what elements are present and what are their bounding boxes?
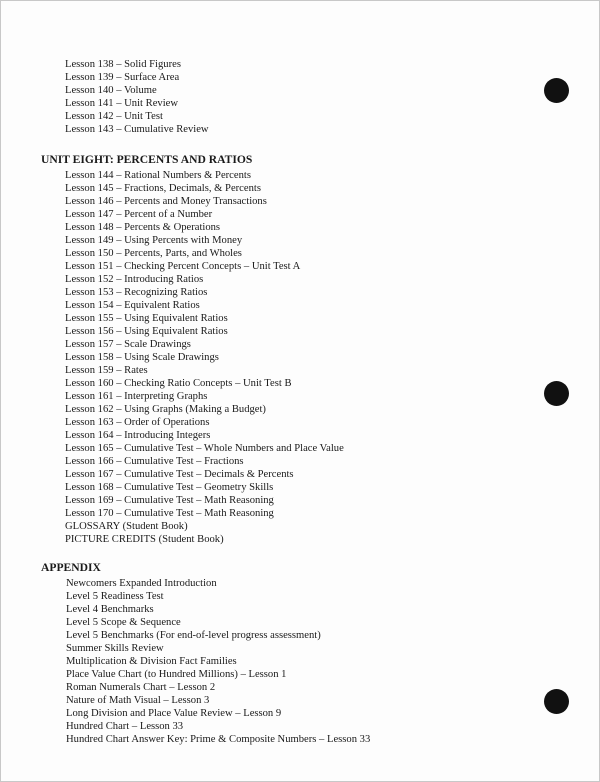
lesson-line: Lesson 167 – Cumulative Test – Decimals & Percents: [65, 469, 294, 480]
lesson-line: Lesson 143 – Cumulative Review: [65, 124, 209, 135]
lesson-line: Lesson 168 – Cumulative Test – Geometry Skills: [65, 482, 274, 493]
lesson-line: Lesson 139 – Surface Area: [65, 72, 180, 83]
lesson-line: Lesson 156 – Using Equivalent Ratios: [65, 326, 228, 337]
appendix-item: Level 5 Benchmarks (For end-of-level progress assessment): [66, 630, 321, 641]
lesson-line: Lesson 165 – Cumulative Test – Whole Numbers and Place Value: [65, 443, 344, 454]
lesson-line: Lesson 155 – Using Equivalent Ratios: [65, 313, 228, 324]
lesson-line: Lesson 152 – Introducing Ratios: [65, 274, 204, 285]
lesson-line: Lesson 144 – Rational Numbers & Percents: [65, 170, 251, 181]
lesson-line: Lesson 147 – Percent of a Number: [65, 209, 213, 220]
previous-unit-lessons: [1, 58, 599, 136]
lesson-line: Lesson 146 – Percents and Money Transactions: [65, 196, 267, 207]
lesson-line: Lesson 163 – Order of Operations: [65, 417, 210, 428]
lesson-line: Lesson 141 – Unit Review: [65, 98, 178, 109]
appendix-item: Place Value Chart (to Hundred Millions) – Lesson 1: [66, 669, 287, 680]
lesson-line: Lesson 149 – Using Percents with Money: [65, 235, 243, 246]
unit-eight-heading: UNIT EIGHT: PERCENTS AND RATIOS: [41, 153, 253, 166]
lesson-line: Lesson 164 – Introducing Integers: [65, 430, 211, 441]
lesson-line: Lesson 160 – Checking Ratio Concepts – Unit Test B: [65, 378, 292, 389]
lesson-line: Lesson 140 – Volume: [65, 85, 157, 96]
appendix-item: Multiplication & Division Fact Families: [66, 656, 237, 667]
lesson-line: Lesson 169 – Cumulative Test – Math Reasoning: [65, 495, 274, 506]
lesson-line: Lesson 154 – Equivalent Ratios: [65, 300, 200, 311]
lesson-line: Lesson 138 – Solid Figures: [65, 59, 181, 70]
lesson-line: Lesson 162 – Using Graphs (Making a Budget): [65, 404, 266, 415]
lesson-line: Lesson 161 – Interpreting Graphs: [65, 391, 208, 402]
lesson-line: Lesson 157 – Scale Drawings: [65, 339, 191, 350]
lesson-line: Lesson 151 – Checking Percent Concepts – Unit Test A: [65, 261, 301, 272]
appendix-item: Hundred Chart – Lesson 33: [66, 721, 184, 732]
appendix-item: Nature of Math Visual – Lesson 3: [66, 695, 210, 706]
lesson-line: Lesson 150 – Percents, Parts, and Wholes: [65, 248, 242, 259]
lesson-line: Lesson 158 – Using Scale Drawings: [65, 352, 219, 363]
lesson-line: Lesson 148 – Percents & Operations: [65, 222, 221, 233]
lesson-line: Lesson 145 – Fractions, Decimals, & Percents: [65, 183, 261, 194]
lesson-line: Lesson 142 – Unit Test: [65, 111, 163, 122]
unit-eight-section: [1, 153, 599, 546]
appendix-item: Level 5 Scope & Sequence: [66, 617, 181, 628]
appendix-item: Summer Skills Review: [66, 643, 164, 654]
lesson-line: Lesson 166 – Cumulative Test – Fractions: [65, 456, 244, 467]
glossary-line: GLOSSARY (Student Book): [65, 521, 188, 532]
lesson-line: Lesson 153 – Recognizing Ratios: [65, 287, 208, 298]
appendix-section: [1, 561, 599, 746]
appendix-item: Newcomers Expanded Introduction: [66, 578, 217, 589]
appendix-item: Long Division and Place Value Review – Lesson 9: [66, 708, 282, 719]
appendix-item: Hundred Chart Answer Key: Prime & Composite Numbers – Lesson 33: [66, 734, 371, 745]
lesson-line: Lesson 170 – Cumulative Test – Math Reasoning: [65, 508, 274, 519]
appendix-item: Roman Numerals Chart – Lesson 2: [66, 682, 216, 693]
appendix-item: Level 4 Benchmarks: [66, 604, 154, 615]
lesson-line: Lesson 159 – Rates: [65, 365, 148, 376]
picture-credits-line: PICTURE CREDITS (Student Book): [65, 534, 224, 545]
appendix-item: Level 5 Readiness Test: [66, 591, 164, 602]
appendix-heading: APPENDIX: [41, 561, 101, 574]
